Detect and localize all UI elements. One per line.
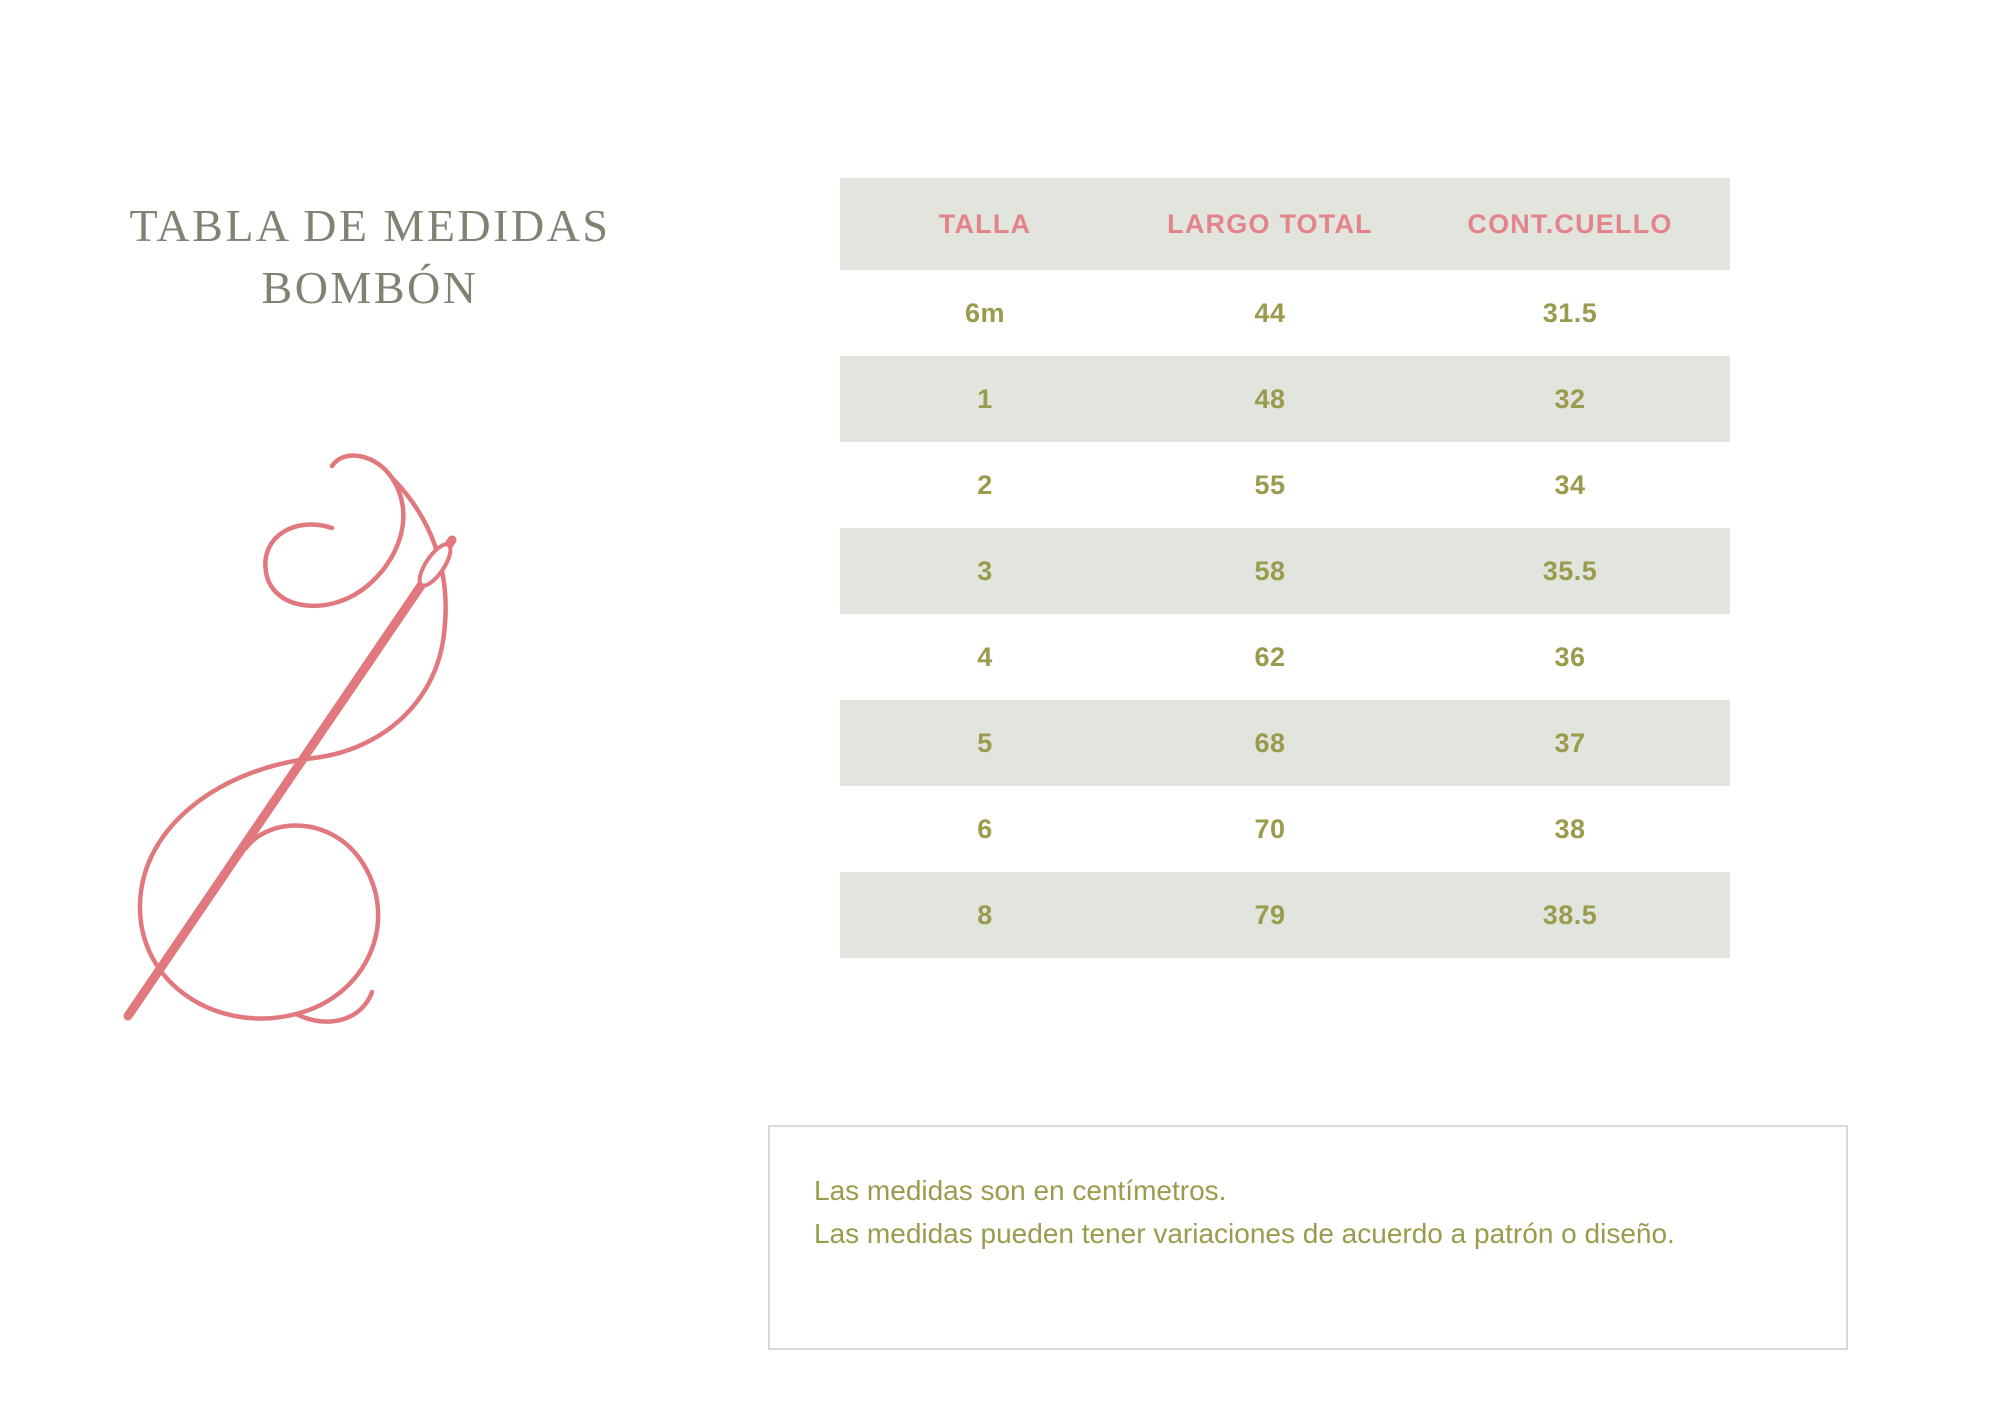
table-row [840,786,1730,872]
table-row [840,270,1730,356]
cell-cont-cuello: 36 [1554,641,1586,672]
cell-cont-cuello: 35.5 [1542,555,1598,586]
cell-talla: 8 [977,899,993,930]
cell-talla: 4 [977,641,993,672]
cell-largo-total: 58 [1254,555,1286,586]
cell-cont-cuello: 34 [1554,469,1586,500]
cell-largo-total: 62 [1254,641,1286,672]
cell-cont-cuello: 32 [1554,383,1586,414]
cell-talla: 1 [977,383,993,414]
measurements-table [840,178,1730,958]
table-row [840,614,1730,700]
cell-talla: 6 [977,813,993,844]
note-line-1: Las medidas son en centímetros. [814,1175,1227,1206]
cell-cont-cuello: 38 [1554,813,1586,844]
page-title-line-1: TABLA DE MEDIDAS [129,200,611,251]
column-header-cont-cuello: CONT.CUELLO [1467,208,1673,239]
table-row [840,356,1730,442]
cell-cont-cuello: 38.5 [1542,899,1598,930]
cell-largo-total: 44 [1254,297,1286,328]
table-row [840,528,1730,614]
page-title-line-2: BOMBÓN [261,262,479,314]
cell-talla: 2 [977,469,993,500]
cell-cont-cuello: 37 [1554,727,1586,758]
note-line-2: Las medidas pueden tener variaciones de acuerdo a patrón o diseño. [814,1218,1675,1250]
cell-largo-total: 55 [1254,469,1286,500]
cell-largo-total: 79 [1254,899,1286,930]
cell-talla: 5 [977,727,993,758]
left-panel [0,0,800,1414]
cell-talla: 3 [977,555,993,586]
cell-largo-total: 68 [1254,727,1286,758]
table-row [840,872,1730,958]
cell-talla: 6m [964,297,1006,328]
cell-largo-total: 70 [1254,813,1286,844]
column-header-talla: TALLA [938,208,1032,239]
column-header-largo-total: LARGO TOTAL [1167,208,1373,239]
cell-largo-total: 48 [1254,383,1286,414]
page-title [60,195,680,319]
cell-cont-cuello: 31.5 [1542,297,1598,328]
note-box [768,1125,1848,1350]
table-row [840,442,1730,528]
table-header-row [840,178,1730,270]
table-row [840,700,1730,786]
needle-and-thread-icon [100,420,620,1040]
